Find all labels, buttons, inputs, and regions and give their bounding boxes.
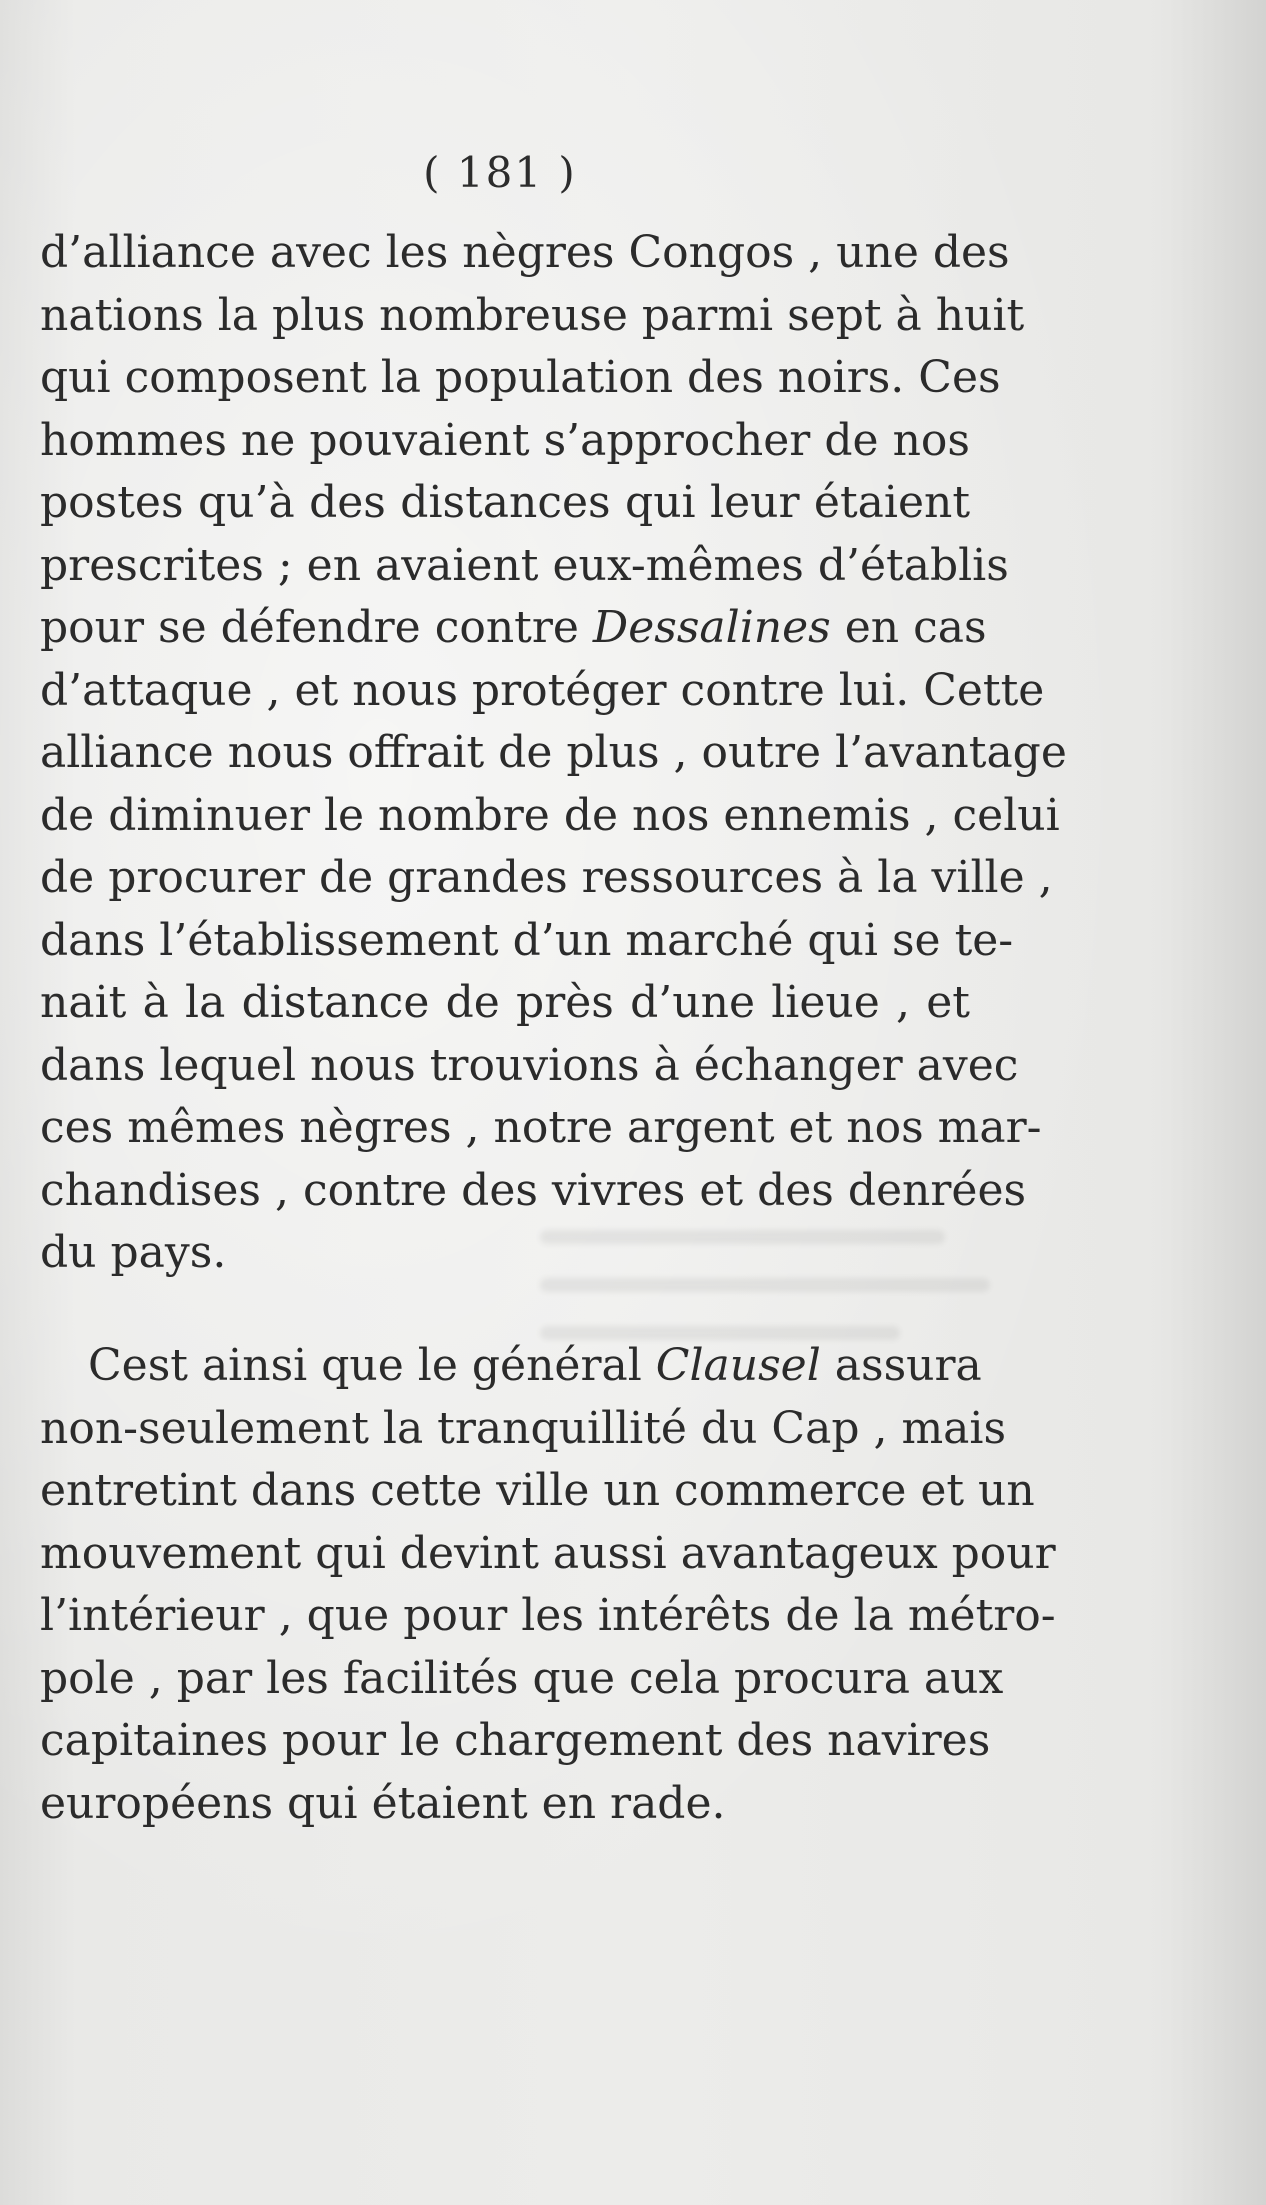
text-line xyxy=(40,1160,1027,1223)
text-segment: l’intérieur , que pour les intérêts de la métro- xyxy=(40,1590,1056,1641)
text-segment: mouvement qui devint aussi avantageux pour xyxy=(40,1527,1056,1579)
text-segment: postes qu’à des distances qui leur étaient xyxy=(40,477,970,528)
text-segment: hommes ne pouvaient s’approcher de nos xyxy=(40,414,970,466)
text-segment: d’attaque , et nous protéger contre lui. Cette xyxy=(40,664,1045,716)
text-segment: de procurer de grandes ressources à la ville , xyxy=(40,852,1053,903)
text-segment: en cas xyxy=(830,602,987,653)
text-line xyxy=(40,1097,1042,1160)
text-segment: alliance nous offrait de plus , outre l’avantage xyxy=(40,727,1067,778)
text-segment: prescrites ; en avaient eux-mêmes d’établis xyxy=(40,539,1009,591)
text-segment: dans lequel nous trouvions à échanger avec xyxy=(40,1039,1019,1091)
text-line xyxy=(40,722,1067,785)
text-segment: du pays. xyxy=(40,1227,227,1278)
text-line xyxy=(40,222,1010,285)
italic-name: Dessalines xyxy=(592,602,831,653)
text-segment: chandises , contre des vivres et des denrées xyxy=(40,1164,1027,1216)
text-line xyxy=(40,1398,1007,1461)
page-edge-shadow xyxy=(1146,0,1266,2205)
text-segment: européens qui étaient en rade. xyxy=(40,1777,726,1829)
text-line xyxy=(40,847,1053,910)
text-segment: nations la plus nombreuse parmi sept à huit xyxy=(40,289,1025,341)
text-segment: dans l’établissement d’un marché qui se te- xyxy=(40,914,1014,966)
text-segment: pole , par les facilités que cela procura aux xyxy=(40,1652,1004,1704)
text-line xyxy=(40,597,987,660)
text-line xyxy=(40,285,1025,348)
text-segment: entretint dans cette ville un commerce et un xyxy=(40,1465,1035,1516)
text-line xyxy=(40,1585,1056,1648)
text-segment: non-seulement la tranquillité du Cap , mais xyxy=(40,1402,1007,1454)
text-segment: ces mêmes nègres , notre argent et nos mar- xyxy=(40,1102,1042,1153)
text-line xyxy=(40,472,970,535)
text-segment: qui composent la population des noirs. Ces xyxy=(40,352,1001,403)
text-segment: Cest ainsi que le général xyxy=(88,1340,656,1391)
text-line xyxy=(40,1523,1056,1586)
paragraph-2 xyxy=(40,1335,1056,1835)
text-line xyxy=(40,1460,1035,1523)
text-line xyxy=(40,535,1009,598)
text-line xyxy=(40,347,1001,410)
text-line xyxy=(40,410,970,473)
text-line xyxy=(40,972,970,1035)
text-segment: assura xyxy=(820,1340,982,1391)
italic-name: Clausel xyxy=(655,1340,821,1391)
text-segment: nait à la distance de près d’une lieue , et xyxy=(40,977,970,1028)
text-line xyxy=(40,1335,982,1398)
text-line xyxy=(40,1035,1019,1098)
text-line xyxy=(40,910,1014,973)
text-segment: pour se défendre contre xyxy=(40,602,593,653)
text-segment: capitaines pour le chargement des navires xyxy=(40,1715,991,1766)
text-segment: d’alliance avec les nègres Congos , une des xyxy=(40,227,1010,278)
text-line xyxy=(40,1648,1004,1711)
text-segment: de diminuer le nombre de nos ennemis , celui xyxy=(40,789,1060,841)
paragraph-1 xyxy=(40,222,1067,1285)
page-number: ( 181 ) xyxy=(423,148,577,197)
text-line xyxy=(40,1222,970,1285)
text-line xyxy=(40,1773,970,1836)
text-line xyxy=(40,1710,991,1773)
text-line xyxy=(40,785,1060,848)
text-line xyxy=(40,660,1045,723)
